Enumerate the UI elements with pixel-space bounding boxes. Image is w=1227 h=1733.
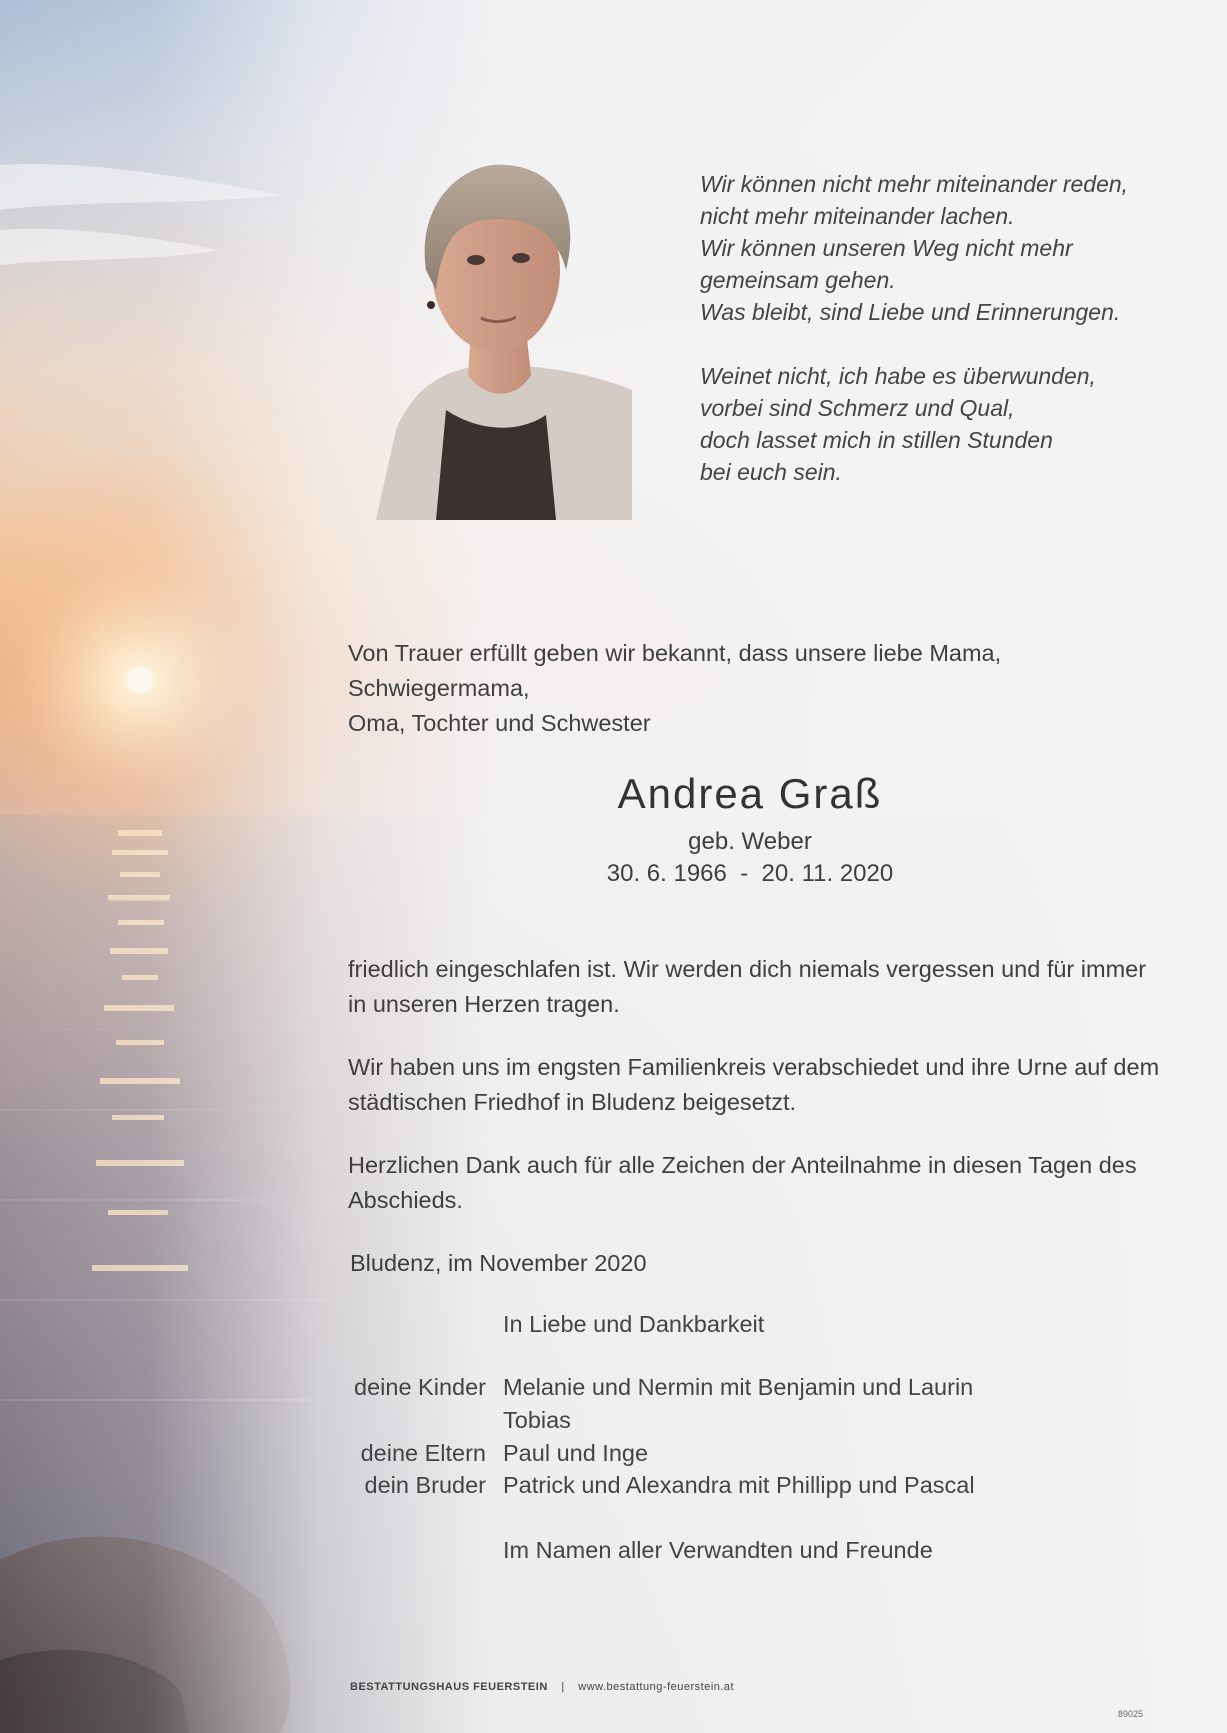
paragraph-line: städtischen Friedhof in Bludenz beigesetzt. xyxy=(348,1089,797,1115)
poem-line: gemeinsam gehen. xyxy=(700,267,896,293)
closing-line: In Liebe und Dankbarkeit xyxy=(503,1311,765,1337)
place-date: Bludenz, im November 2020 xyxy=(350,1250,647,1276)
signature-value-brother: Patrick und Alexandra mit Phillipp und Pascal xyxy=(503,1472,975,1498)
poem-line: doch lasset mich in stillen Stunden xyxy=(700,427,1053,453)
signature-label-parents: deine Eltern xyxy=(360,1440,486,1466)
paragraph-line: friedlich eingeschlafen ist. Wir werden dich niemals vergessen und für immer xyxy=(348,956,1147,982)
final-line: Im Namen aller Verwandten und Freunde xyxy=(503,1537,933,1563)
funeral-home-name: BESTATTUNGSHAUS FEUERSTEIN xyxy=(350,1681,548,1693)
poem-stanza-2 xyxy=(700,360,1170,488)
paragraph-line: Abschieds. xyxy=(348,1187,463,1213)
signature-value-parents: Paul und Inge xyxy=(503,1440,649,1466)
signature-label-children: deine Kinder xyxy=(354,1374,486,1400)
life-dates: 30. 6. 1966 - 20. 11. 2020 xyxy=(606,860,894,887)
maiden-name: geb. Weber xyxy=(688,828,812,855)
paragraph-line: Wir haben uns im engsten Familienkreis verabschiedet und ihre Urne auf dem xyxy=(348,1054,1160,1080)
paragraph-line: in unseren Herzen tragen. xyxy=(348,991,620,1017)
poem-line: Wir können unseren Weg nicht mehr xyxy=(700,235,1073,261)
paragraph-farewell xyxy=(348,952,1188,1022)
footer xyxy=(350,1681,734,1693)
portrait-photo xyxy=(376,160,632,520)
paragraph-thanks xyxy=(348,1148,1188,1218)
poem-line: Weinet nicht, ich habe es überwunden, xyxy=(700,363,1096,389)
funeral-home-website[interactable]: www.bestattung-feuerstein.at xyxy=(578,1681,735,1693)
poem-stanza-1 xyxy=(700,168,1170,328)
signature-value-children: Melanie und Nermin mit Benjamin und Laurin xyxy=(503,1374,974,1400)
signature-label-brother: dein Bruder xyxy=(364,1472,486,1498)
paragraph-line: Herzlichen Dank auch für alle Zeichen der Anteilnahme in diesen Tagen des xyxy=(348,1152,1137,1178)
poem-line: Was bleibt, sind Liebe und Erinnerungen. xyxy=(700,299,1121,325)
poem-line: vorbei sind Schmerz und Qual, xyxy=(700,395,1015,421)
poem-line: bei euch sein. xyxy=(700,459,842,485)
poem xyxy=(700,168,1170,520)
poem-line: nicht mehr miteinander lachen. xyxy=(700,203,1015,229)
paragraph-burial xyxy=(348,1050,1188,1120)
print-code: 89025 xyxy=(1118,1709,1144,1719)
intro-line: Oma, Tochter und Schwester xyxy=(348,710,651,736)
deceased-name: Andrea Graß xyxy=(617,770,883,817)
signature-value-children-2: Tobias xyxy=(503,1407,571,1433)
poem-line: Wir können nicht mehr miteinander reden, xyxy=(700,171,1129,197)
footer-separator: | xyxy=(561,1681,565,1693)
intro-line: Von Trauer erfüllt geben wir bekannt, dass unsere liebe Mama, Schwiegermama, xyxy=(348,640,1002,701)
announcement-intro xyxy=(348,636,1188,741)
